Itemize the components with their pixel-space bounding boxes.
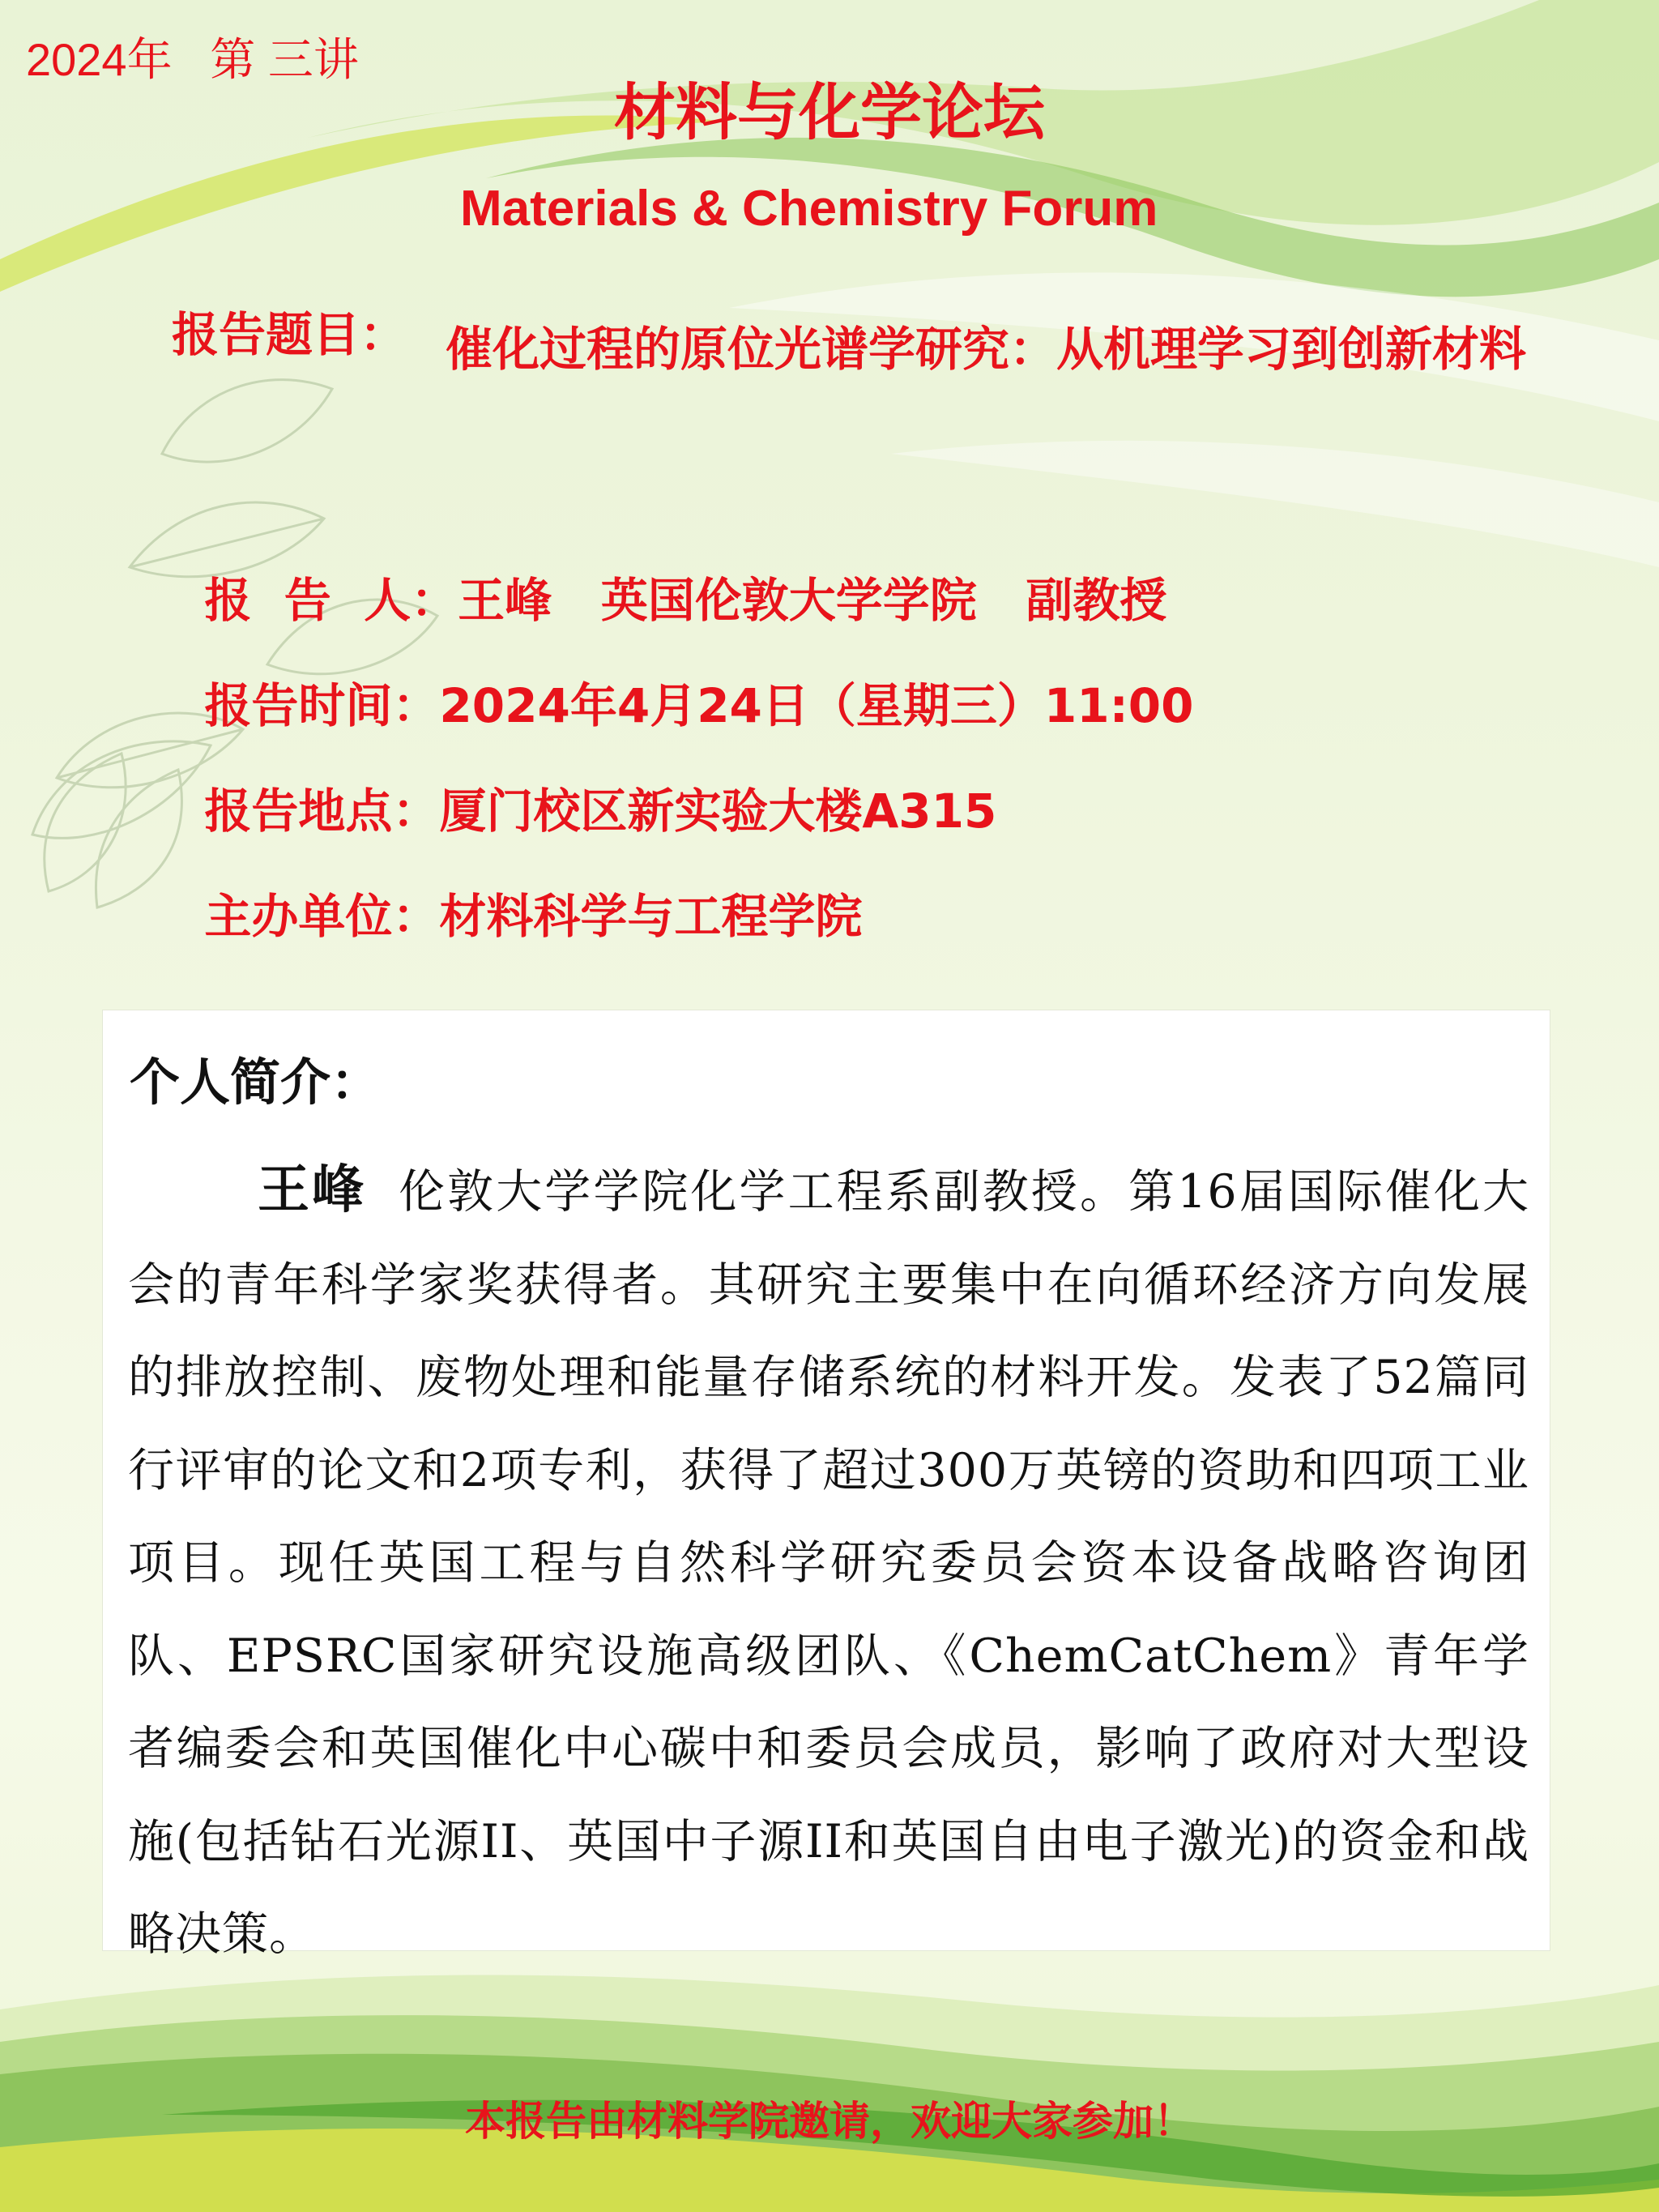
bio-body: 伦敦大学学院化学工程系副教授。第16届国际催化大会的青年科学家奖获得者。其研究主要集中在向循环经济方向发展的排放控制、废物处理和能量存储系统的材料开发。发表了52篇同行评审的论文和2项专利，获得了超过300万英镑的资助和四项工业项目。现任英国工程与自然科学研究委员会资本设备战略咨询团队、EPSRC国家研究设施高级团队、《ChemCatChem》青年学者编委会和英国催化中心碳中和委员会成员，影响了政府对大型设施(包括钻石光源II、英国中子源II和英国自由电子激光)的资金和战略决策。 xyxy=(128,1165,1529,1961)
topic-label: 报告题目： xyxy=(172,307,407,362)
bio-name: 王峰 xyxy=(258,1160,367,1220)
host-label: 主办单位： xyxy=(204,889,440,944)
time-value: 2024年4月24日（星期三）11:00 xyxy=(439,678,1194,733)
footer-invitation: 本报告由材料学院邀请，欢迎大家参加！ xyxy=(465,2098,1194,2145)
topic-value: 催化过程的原位光谱学研究：从机理学习到创新材料 xyxy=(446,322,1527,377)
bio-text xyxy=(128,1144,1529,1981)
place-value: 厦门校区新实验大楼A315 xyxy=(439,784,997,839)
forum-title-cn: 材料与化学论坛 xyxy=(614,76,1045,148)
place-label: 报告地点： xyxy=(204,784,440,839)
host-row xyxy=(172,823,862,946)
host-value: 材料科学与工程学院 xyxy=(439,889,863,944)
speaker-value: 王峰 英国伦敦大学学院 副教授 xyxy=(458,573,1167,628)
time-label: 报告时间： xyxy=(204,678,440,733)
forum-title-en: Materials & Chemistry Forum xyxy=(460,181,1158,237)
session-label: 2024年 第 三讲 xyxy=(26,34,359,85)
speaker-label: 报 告 人： xyxy=(204,573,458,628)
bio-heading: 个人简介： xyxy=(130,1053,382,1112)
